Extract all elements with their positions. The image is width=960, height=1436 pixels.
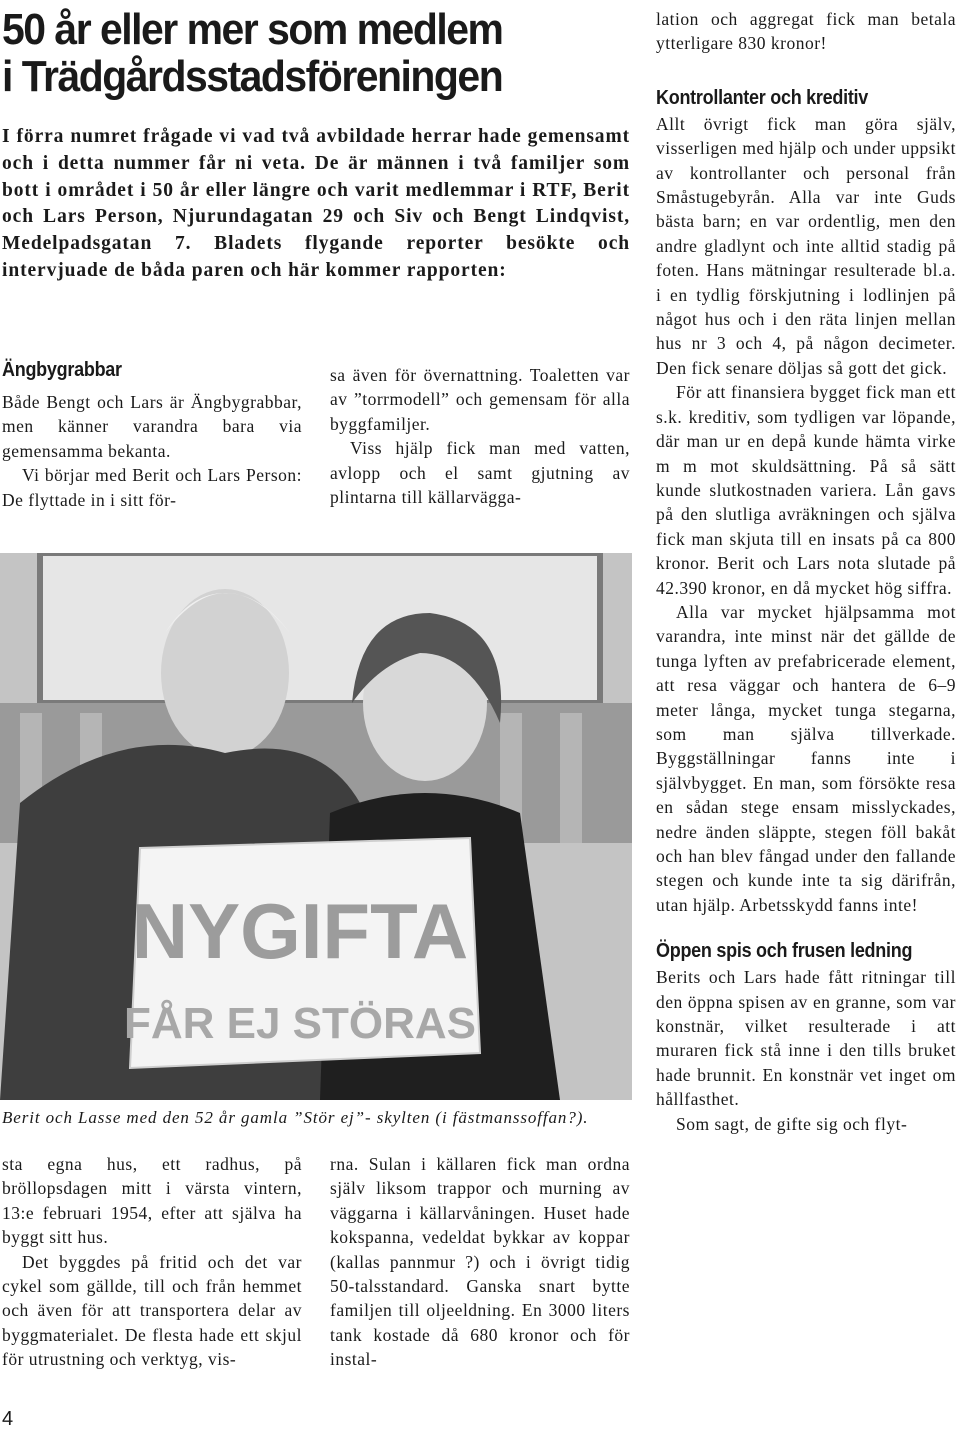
body-paragraph: sta egna hus, ett radhus, på bröllopsdagen mitt i värsta vintern, 13:e februari 1954, efter att själva ha byggt sitt hus. <box>2 1154 302 1248</box>
page-number: 4 <box>2 1408 14 1430</box>
column-2-bottom <box>330 1152 630 1372</box>
couple-photo <box>0 553 632 1100</box>
body-paragraph: Allt övrigt fick man göra själv, visserligen med hjälp och under uppsikt av kontrollanter och personal från Småstugebyrån. Alla var inte Guds bästa barn; en var ordentlig, men den andre gladlynt och inte alltid stadig på foten. Hans mätningar resulterade bl.a. i en tydlig förskjutning i lodlinjen på något hus och i den räta linjen mellan hus nr 3 och 4, på någon decimeter. Den fick senare döljas så gott det gick. <box>656 113 956 378</box>
body-paragraph: rna. Sulan i källaren fick man ordna själv liksom trappor och murning av väggarna i källarvåningen. Huset hade kokspanna, vedeldat bykkar av koppar (kallas pannmur ?) och i övrigt tidig 50-talsstandard. Ganska snart bytte familjen till oljeeldning. En 3000 liters tank kostade då 680 kronor och för instal- <box>330 1154 630 1370</box>
body-paragraph: Det byggdes på fritid och det var cykel som gällde, till och från hemmet och även för att transportera delar av byggmaterialet. De flesta hade ett skjul för utrustning och verktyg, vis- <box>2 1251 302 1370</box>
column-3 <box>656 7 956 1136</box>
photo-illustration <box>0 553 632 1100</box>
title-line-1: 50 år eller mer som medlem <box>2 5 503 54</box>
body-paragraph: För att finansiera bygget fick man ett s.k. kreditiv, som tydligen var löpande, där man ur en depå kunde hämta virke m m mot skuldsättning. På så sätt kunde slutkostnaden variera. Lån gavs på den slutliga avräkningen och själva fick man skjuta till en insats på ca 800 kronor. Berit och Lars nota slutade på 42.390 kronor, en då mycket hög siffra. <box>656 382 956 598</box>
subheading-angbygrabbar: Ängbygrabbar <box>2 359 122 381</box>
column-1-bottom <box>2 1152 302 1372</box>
body-paragraph: Alla var mycket hjälpsamma mot varandra, inte minst när det gällde de tunga lyften av prefabricerade element, att resa väggar och hantera de 6–9 meter långa, mycket tunga stegarna, som man själva tillverkade. Byggställningar fanns inte i självbygget. En man, som försökte resa en sådan stege ensam misslyckades, nedre änden släppte, stegen föll bakåt och han blev fångad under den fallande stegen och kunde inte ta sig därifrån, utan hjälp. Arbetsskydd fanns inte! <box>656 601 956 915</box>
body-paragraph: Vi börjar med Berit och Lars Person: De flyttade in i sitt för- <box>2 465 302 510</box>
photo-caption: Berit och Lasse med den 52 år gamla ”Stör ej”- skylten (i fästmanssoffan?). <box>2 1108 589 1127</box>
subheading-oppen-spis: Öppen spis och frusen ledning <box>656 940 913 963</box>
body-paragraph: Berits och Lars hade fått ritningar till den öppna spisen av en granne, som var konstnär, vilket resulterade i att muraren fick stå inne i den tills bruket hade brunnit. En konstnär vet inget om hållfasthet. <box>656 967 956 1110</box>
column-1-top <box>2 356 302 512</box>
article-title <box>2 6 597 100</box>
body-paragraph: Viss hjälp fick man med vatten, avlopp och el samt gjutning av plintarna till källarvägga- <box>330 438 630 508</box>
column-2-top <box>330 363 630 509</box>
lead-paragraph: I förra numret frågade vi vad två avbildade herrar hade gemensamt och i detta nummer får ni veta. De är männen i två familjer som bott i området i 50 år eller längre och varit medlemmar i RTF, Berit och Lars Person, Njurundagatan 29 och Siv och Bengt Lindqvist, Medelpadsgatan 7. Bladets flygande reporter besökte och intervjuade de båda paren och här kommer rapporten: <box>2 126 630 281</box>
title-line-2: i Trädgårdsstadsföreningen <box>2 52 503 101</box>
body-paragraph: sa även för övernattning. Toaletten var av ”torrmodell” och gemensam för alla byggfamiljer. <box>330 365 630 434</box>
body-paragraph: lation och aggregat fick man betala ytterligare 830 kronor! <box>656 9 956 54</box>
sign-text-nygifta: NYGIFTA <box>131 887 469 975</box>
body-paragraph: Både Bengt och Lars är Ängbygrabbar, men känner varandra bara via gemensamma bekanta. <box>2 392 302 461</box>
subheading-kontrollanter: Kontrollanter och kreditiv <box>656 86 869 109</box>
sign-text-stora: FÅR EJ STÖRAS <box>123 999 477 1048</box>
body-paragraph: Som sagt, de gifte sig och flyt- <box>676 1113 908 1134</box>
